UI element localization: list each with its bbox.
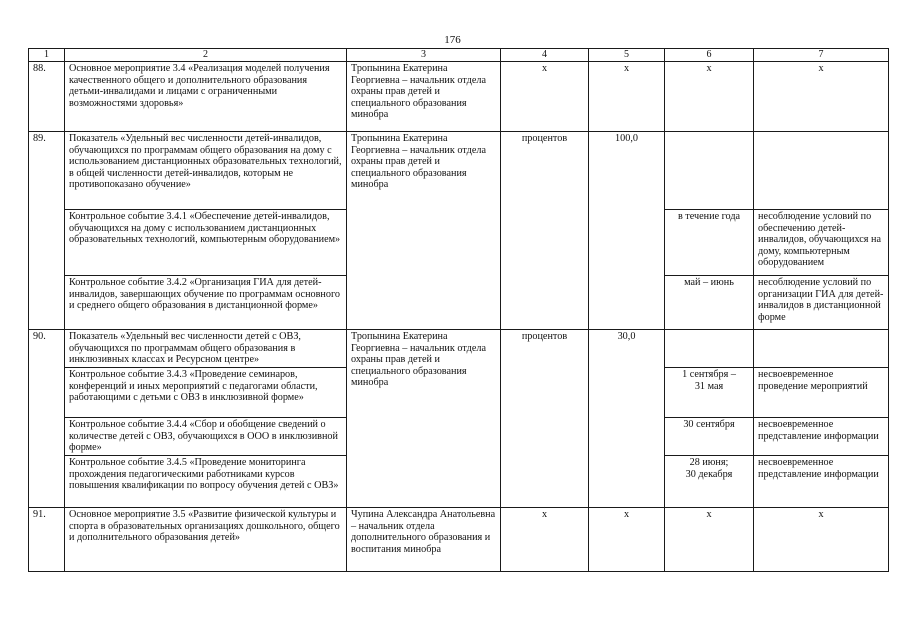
indicator-text: Показатель «Удельный вес численности детей с ОВЗ, обучающихся по программам общего образования в инклюзивных классах и Ресурсном центре»	[65, 330, 347, 368]
control-event-text: Контрольное событие 3.4.3 «Проведение семинаров, конференций и иных мероприятий с педагогами области, работающими с детьми с ОВЗ в инклюзивной форме»	[65, 368, 347, 418]
value-cell: 30,0	[589, 330, 665, 508]
unit-cell: х	[501, 62, 589, 132]
control-event-text: Контрольное событие 3.4.2 «Организация ГИА для детей-инвалидов, завершающих обучение по программам основного и среднего общего образования в дистанционной форме»	[65, 276, 347, 330]
table-row-89	[29, 132, 889, 210]
value-cell: 100,0	[589, 132, 665, 330]
term-date-1: 28 июня;	[689, 457, 729, 468]
row-number: 88.	[29, 62, 65, 132]
risk-cell: несвоевременное представление информации	[754, 418, 889, 456]
term-cell	[665, 456, 754, 508]
unit-cell: х	[501, 508, 589, 572]
term-cell-empty	[665, 330, 754, 368]
plan-table	[28, 48, 889, 572]
row-number: 91.	[29, 508, 65, 572]
term-cell-empty	[665, 132, 754, 210]
indicator-text: Показатель «Удельный вес численности детей-инвалидов, обучающихся по программам общего образования на дому с использованием дистанционных образовательных технологий, в общей численности детей-инвалидов, которым не противопоказано обучение»	[65, 132, 347, 210]
responsible-person: Тропынина Екатерина Георгиевна – начальник отдела охраны прав детей и специального образования минобра	[347, 330, 501, 508]
header-row	[29, 49, 889, 62]
header-col-5: 5	[589, 49, 665, 62]
control-event-text: Контрольное событие 3.4.5 «Проведение мониторинга прохождения педагогическими работниками курсов повышения квалификации по вопросу обучения детей с ОВЗ»	[65, 456, 347, 508]
term-cell: х	[665, 62, 754, 132]
header-col-3: 3	[347, 49, 501, 62]
header-col-1: 1	[29, 49, 65, 62]
risk-cell-empty	[754, 330, 889, 368]
term-start: 1 сентября –	[682, 369, 736, 380]
term-cell: в течение года	[665, 210, 754, 276]
measure-text: Основное мероприятие 3.5 «Развитие физической культуры и спорта в образовательных организациях дошкольного, общего и дополнительного образования детей»	[65, 508, 347, 572]
risk-cell: несвоевременное проведение мероприятий	[754, 368, 889, 418]
row-number: 89.	[29, 132, 65, 330]
risk-cell: несоблюдение условий по организации ГИА для детей-инвалидов в дистанционной форме	[754, 276, 889, 330]
unit-cell: процентов	[501, 132, 589, 330]
value-cell: х	[589, 508, 665, 572]
term-end: 31 мая	[694, 380, 724, 392]
term-cell: май – июнь	[665, 276, 754, 330]
risk-cell-empty	[754, 132, 889, 210]
control-event-text: Контрольное событие 3.4.4 «Сбор и обобщение сведений о количестве детей с ОВЗ, обучающихся в ООО в инклюзивной форме»	[65, 418, 347, 456]
responsible-person: Чупина Александра Анатольевна – начальник отдела дополнительного образования и воспитания минобра	[347, 508, 501, 572]
responsible-person: Тропынина Екатерина Георгиевна – начальник отдела охраны прав детей и специального образования минобра	[347, 62, 501, 132]
page-number: 176	[444, 34, 461, 46]
risk-cell: несвоевременное представление информации	[754, 456, 889, 508]
header-col-7: 7	[754, 49, 889, 62]
header-col-6: 6	[665, 49, 754, 62]
term-cell: х	[665, 508, 754, 572]
term-cell: 30 сентября	[665, 418, 754, 456]
table-row-90	[29, 330, 889, 368]
risk-cell: несоблюдение условий по обеспечению детей-инвалидов, обучающихся на дому, компьютерным оборудованием	[754, 210, 889, 276]
unit-cell: процентов	[501, 330, 589, 508]
control-event-text: Контрольное событие 3.4.1 «Обеспечение детей-инвалидов, обучающихся на дому с использованием дистанционных образовательных технологий, компьютерным оборудованием»	[65, 210, 347, 276]
term-date-2: 30 декабря	[685, 468, 733, 480]
risk-cell: х	[754, 62, 889, 132]
header-col-4: 4	[501, 49, 589, 62]
value-cell: х	[589, 62, 665, 132]
term-cell	[665, 368, 754, 418]
table-row-91	[29, 508, 889, 572]
table-row-88	[29, 62, 889, 132]
header-col-2: 2	[65, 49, 347, 62]
row-number: 90.	[29, 330, 65, 508]
measure-text: Основное мероприятие 3.4 «Реализация моделей получения качественного общего и дополнительного образования детьми-инвалидами и лицами с ограниченными возможностями здоровья»	[65, 62, 347, 132]
risk-cell: х	[754, 508, 889, 572]
responsible-person: Тропынина Екатерина Георгиевна – начальник отдела охраны прав детей и специального образования минобра	[347, 132, 501, 330]
